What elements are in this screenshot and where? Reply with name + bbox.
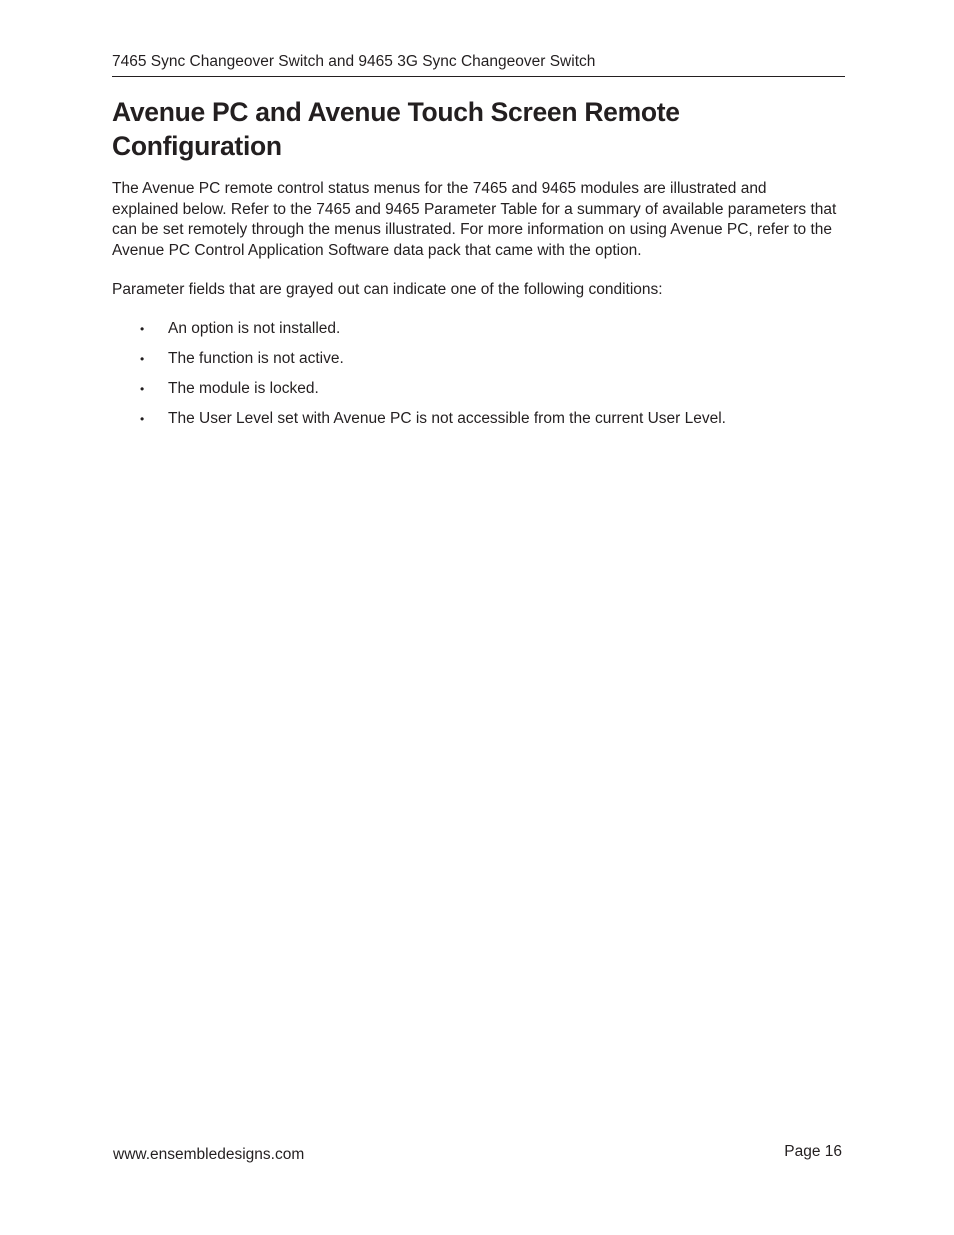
bullet-icon: • bbox=[140, 382, 145, 396]
list-item bbox=[112, 349, 837, 369]
footer-url: www.ensembledesigns.com bbox=[113, 1146, 305, 1163]
list-item bbox=[112, 319, 837, 339]
list-item-text: An option is not installed. bbox=[168, 320, 341, 337]
intro-paragraph: The Avenue PC remote control status menus for the 7465 and 9465 modules are illustrated and explained below. Refer to the 7465 and 9465 Parameter Table for a summary of available parameters that can be set remotely through the menus illustrated. For more information on using Avenue PC, refer to the Avenue PC Control Application Software data pack that came with the option. bbox=[112, 180, 837, 260]
conditions-lead-paragraph: Parameter fields that are grayed out can indicate one of the following conditions: bbox=[112, 281, 663, 298]
list-item bbox=[112, 409, 837, 429]
bullet-icon: • bbox=[140, 322, 145, 336]
section-title: Avenue PC and Avenue Touch Screen Remote Configuration bbox=[112, 97, 680, 161]
list-item-text: The function is not active. bbox=[168, 350, 344, 367]
conditions-list bbox=[112, 319, 837, 439]
list-item bbox=[112, 379, 837, 399]
page-number: Page 16 bbox=[784, 1143, 842, 1160]
list-item-text: The module is locked. bbox=[168, 380, 319, 397]
running-header: 7465 Sync Changeover Switch and 9465 3G Sync Changeover Switch bbox=[112, 52, 845, 77]
bullet-icon: • bbox=[140, 412, 145, 426]
bullet-icon: • bbox=[140, 352, 145, 366]
list-item-text: The User Level set with Avenue PC is not accessible from the current User Level. bbox=[168, 410, 726, 427]
